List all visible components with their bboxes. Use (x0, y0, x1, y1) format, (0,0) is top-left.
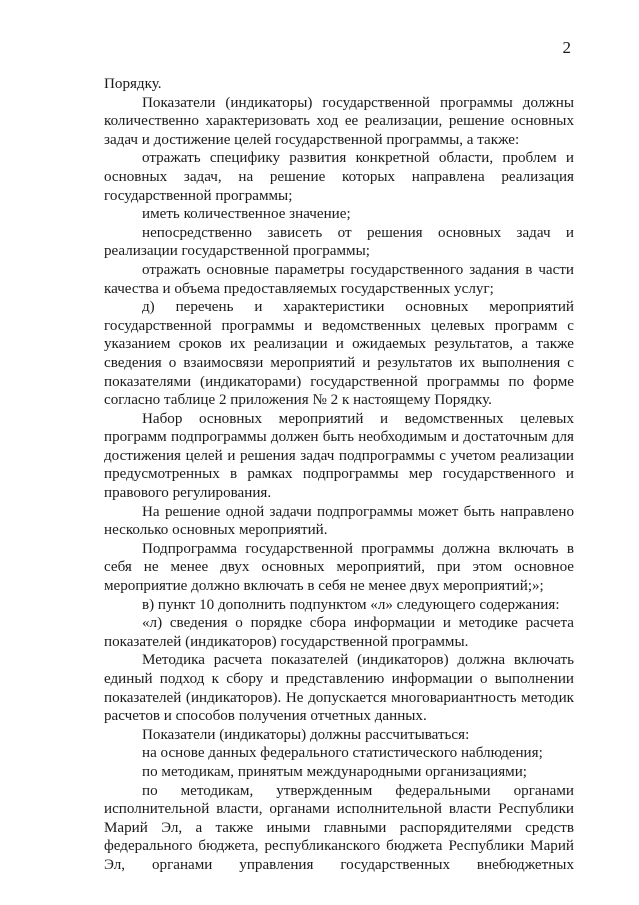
page-number: 2 (562, 38, 571, 57)
paragraph-item-v: в) пункт 10 дополнить подпунктом «л» следующего содержания: (142, 596, 560, 613)
paragraph-calculation-intro: Показатели (индикаторы) должны рассчитываться: (142, 726, 470, 743)
paragraph-international-methods: по методикам, принятым международными организациями; (142, 763, 527, 780)
document-body (104, 75, 574, 875)
paragraph-methodology: Методика расчета показателей (индикаторов) должна включать единый подход к сбору и представлению информации о выполнении показателей (индикаторов). Не допускается многовариантность методик расчетов и способов получения отчетных данных. (104, 652, 574, 725)
paragraph-quantitative-value: иметь количественное значение; (142, 206, 351, 223)
paragraph-measures-set: Набор основных мероприятий и ведомственных целевых программ подпрограммы должен быть необходимым и достаточным для достижения целей и решения задач подпрограммы с учетом реализации предусмотренных в рамках подпрограммы мер государственного и правового регулирования. (104, 410, 574, 502)
paragraph-state-assignment: отражать основные параметры государственного задания в части качества и объема предоставляемых государственных услуг; (104, 261, 574, 297)
paragraph-one-task: На решение одной задачи подпрограммы может быть направлено несколько основных мероприятий. (104, 503, 574, 539)
paragraph-depend-on-tasks: непосредственно зависеть от решения основных задач и реализации государственной программы; (104, 224, 574, 260)
paragraph-indicators-intro: Показатели (индикаторы) государственной программы должны количественно характеризовать ход ее реализации, решение основных задач и достижение целей государственной программы, а также: (104, 94, 574, 148)
paragraph-subprogram-measures: Подпрограмма государственной программы должна включать в себя не менее двух основных мероприятий, при этом основное мероприятие должно включать в себя не менее двух мероприятий;»; (104, 540, 574, 595)
paragraph-federal-statistics: на основе данных федерального статистического наблюдения; (142, 745, 543, 762)
paragraph-item-d: д) перечень и характеристики основных мероприятий государственной программы и ведомственных целевых программ с указанием сроков их реализации и ожидаемых результатов, а также сведения о взаимосвязи мероприятий и результатов их выполнения с показателями (индикаторами) государственной программы по форме согласно таблице 2 приложения № 2 к настоящему Порядку. (104, 299, 574, 409)
paragraph-item-l: «л) сведения о порядке сбора информации и методике расчета показателей (индикаторов) государственной программы. (104, 615, 574, 650)
paragraph-reflect-specifics: отражать специфику развития конкретной области, проблем и основных задач, на решение которых направлена реализация государственной программы; (104, 150, 574, 204)
paragraph-continuation: Порядку. (104, 76, 162, 92)
paragraph-approved-methods: по методикам, утвержденным федеральными органами исполнительной власти, органами исполнительной власти Республики Марий Эл, а также иными главными распорядителями средств федерального бюджета, республиканского бюджета Республики Марий Эл, органами управления государственных внебюджетных (104, 782, 574, 873)
